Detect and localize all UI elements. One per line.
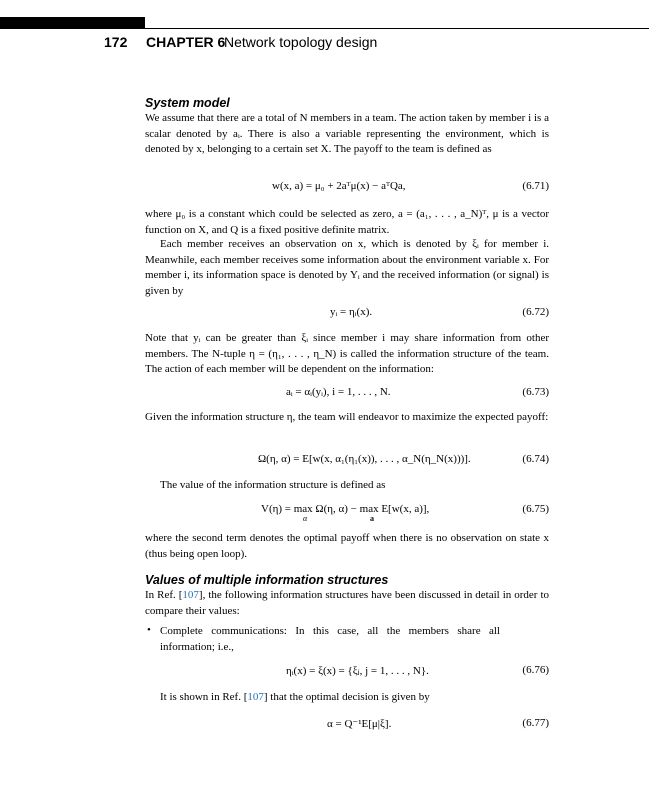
equation-6-76: ηᵢ(x) = ξ(x) = {ξⱼ, j = 1, . . . , N}. [286,665,429,677]
section-heading-values: Values of multiple information structures [145,573,389,587]
paragraph-9-pre: It is shown in Ref. [ [160,691,248,703]
paragraph-2: where μ₀ is a constant which could be selected as zero, a = (a₁, . . . , a_N)ᵀ, μ is a vector function on X, and Q is a fixed positive definite matrix. [145,208,549,236]
equation-6-71: w(x, a) = μ₀ + 2aᵀμ(x) − aᵀQa, [272,180,406,192]
bullet-marker: • [147,624,151,636]
equation-6-75 [261,503,429,515]
chapter-title: Network topology design [224,34,378,50]
page-number: 172 [104,34,128,50]
bullet-complete-communications: Complete communications: In this case, all the members share all information; i.e., [160,625,500,653]
paragraph-9-post: ] that the optimal decision is given by [263,691,430,703]
equation-number-6-71: (6.71) [522,180,549,192]
equation-6-72: yᵢ = ηᵢ(x). [330,306,373,318]
equation-number-6-75: (6.75) [522,503,549,515]
header-rule [145,28,649,29]
equation-number-6-77: (6.77) [522,717,549,729]
equation-6-77: α = Q⁻¹E[μ|ξ]. [327,718,392,730]
paragraph-5: Given the information structure η, the team will endeavor to maximize the expected payoff: [145,411,549,423]
chapter-label: CHAPTER 6 [146,34,226,50]
paragraph-3: Each member receives an observation on x, which is denoted by ξᵢ for member i. Meanwhile, each member receives some information about the environment variable x. For member i, its information space is denoted by Yᵢ and the received information (or signal) is given by [145,238,549,297]
paragraph-8 [145,588,549,619]
equation-6-73: aᵢ = αᵢ(yᵢ), i = 1, . . . , N. [286,386,391,398]
citation-107-b[interactable]: 107 [247,691,264,703]
equation-6-75-sub-a: a [370,514,374,523]
equation-number-6-72: (6.72) [522,306,549,318]
paragraph-6: The value of the information structure is defined as [160,479,386,491]
equation-6-74: Ω(η, α) = E[w(x, α₁(η₁(x)), . . . , α_N(η_N(x)))]. [258,453,471,465]
equation-number-6-73: (6.73) [522,386,549,398]
header-bar [0,17,145,29]
equation-6-75-sub-alpha: α [303,514,308,523]
equation-number-6-76: (6.76) [522,664,549,676]
paragraph-1: We assume that there are a total of N members in a team. The action taken by member i is a scalar denoted by aᵢ. There is also a variable representing the environment, which is denoted by x, belonging to a certain set X. The payoff to the team is defined as [145,112,549,156]
paragraph-7: where the second term denotes the optimal payoff when there is no observation on state x (thus being open loop). [145,532,549,560]
paragraph-4: Note that yᵢ can be greater than ξᵢ since member i may share information from other members. The N-tuple η = (η₁, . . . , η_N) is called the information structure of the team. The action of each member will be dependent on the information: [145,332,549,376]
equation-6-75-text: V(η) = max Ω(η, α) − max E[w(x, a)], [261,503,430,515]
section-heading-system-model: System model [145,96,230,110]
citation-107[interactable]: 107 [182,589,199,601]
equation-number-6-74: (6.74) [522,453,549,465]
paragraph-8-pre: In Ref. [ [145,589,183,601]
paragraph-8-post: ], the following information structures have been discussed in detail in order to compare their values: [145,589,549,617]
paragraph-9 [145,690,549,706]
